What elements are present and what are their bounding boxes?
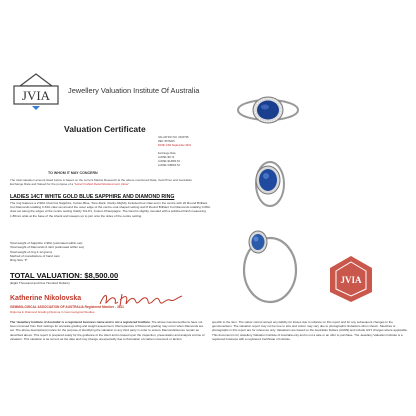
ring-photo-side — [230, 218, 306, 308]
item-description: The ring features a 2.98ct Oval Cut Sapphire, Colour-Blue, Tone-Dark, Clarity-Slightly Included four claw set in the centre with 20 Round Brilliant Cut Diamonds totalling 0.34ct claw set around the outer edge of the centre oval shaped setting and 8 Round Brilliant Cut Diamonds totalling 0.08ct claw set along the edges of the centre setting Clarity SI1-P1, Colour-Champagne. The band is slightly rounded with a polished finish measuring 1.80mm wide at the base of the shank and sweeps up to join onto the sides of the centre setting. — [10, 201, 211, 218]
intro-highlight: "Hand Crafted Retail Replacement Value" — [74, 182, 130, 187]
disclaimer-right: specific to the item. The valuer cannot accept any liability for losses due to reliance on this report and for any subsequent changes to the gemstone/item. The valuation report may not be true to size and colour may vary due to photographic limitations when shown. Sketches or photographs in this report are for reference only. Valuations are based on the Australian Dollars (AUD$) and include GST charges where applicable. This document is for Jewellery Valuation Institute of Australia only and is not a sale or an offer to purchase. The Jewellery Valuation Institute is a registered business with a registered Certificate of Institute. — [212, 320, 408, 341]
ref-line: VALUATION NO. 0000798 — [158, 136, 189, 139]
disclaimer-left — [10, 320, 206, 341]
intro-paragraph — [10, 178, 206, 186]
logo-text: JVIA — [21, 88, 51, 103]
diploma-line: Diploma in Diamond Grading Diploma in Gemmological Studies — [10, 310, 95, 314]
ring-photo-angle — [230, 150, 306, 212]
intro-text: The total valuation amount listed below is based on the current Market Research at the above-mentioned Date, Gold Price and Australian Exchange Rate and Valued for the purpose of a — [10, 178, 192, 187]
weight-line: Ring Size 'P' — [10, 258, 28, 263]
weight-line: Total weight of ring 4.12 grams — [10, 249, 53, 254]
ref-line: Exchange Rate — [158, 152, 176, 155]
reference-block — [158, 136, 216, 168]
jvia-logo — [10, 72, 62, 112]
institute-name: Jewellery Valuation Institute Of Australia — [68, 86, 200, 95]
association-line: GEMMOLOGICAL ASSOCIATION OF AUSTRALIA Registered Member - 3811 — [10, 305, 124, 309]
ref-line: AUD$1=EUR€0.63 — [158, 160, 180, 163]
ref-line: REF: 8676/RS — [158, 140, 175, 143]
item-weights — [10, 241, 160, 262]
disclaimer-text: The above Gemstones/Items have not been removed from their settings for accurate grading and weight assessment. Discrepancies of Diamond grading may occur when Diamonds are set. The above description(s) is/are for the purpose of identifying the valuation to any third party in order to ensure Diamonds/stones remain as described above. This report is prepared solely for the guidance of the client and is based upon the inspection, presentation and analysis at time of valuation. This valuation is as current as the date and may change unexpectedly due to fluctuation of market movement or factors — [10, 320, 205, 341]
valuation-words: (Eight Thousand and Five Hundred Dollars) — [10, 281, 70, 285]
total-valuation: TOTAL VALUATION: $8,500.00 — [10, 271, 119, 280]
ref-date: DATE: 15th September 2021 — [158, 144, 192, 147]
to-whom-heading: TO WHOM IT MAY CONCERN — [48, 171, 98, 175]
weight-line: Total weight of Diamonds 0.42ct (estimated within set) — [10, 245, 84, 250]
item-title: LADIES 14CT WHITE GOLD BLUE SAPPHIRE AND DIAMOND RING — [10, 194, 175, 200]
weight-line: Total weight of Sapphire 2.98ct (estimated within set) — [10, 241, 83, 245]
ref-line: AUD$1=GBP£0.54 — [158, 164, 180, 167]
disclaimer-bold: The 'Jewellery Institute of Australia' is a registered business name and is not a registered Institute. — [10, 320, 151, 324]
certificate-title: Valuation Certificate — [64, 124, 146, 134]
jvia-seal-stamp — [328, 254, 374, 304]
ref-line: AUD$1=$0.74 — [158, 156, 175, 159]
ring-photo-front — [230, 80, 306, 142]
signatory-name: Katherine Nikolovska — [10, 295, 82, 302]
seal-text: JVIA — [340, 275, 362, 285]
weight-line: Method of manufacture of hand cast — [10, 253, 60, 258]
